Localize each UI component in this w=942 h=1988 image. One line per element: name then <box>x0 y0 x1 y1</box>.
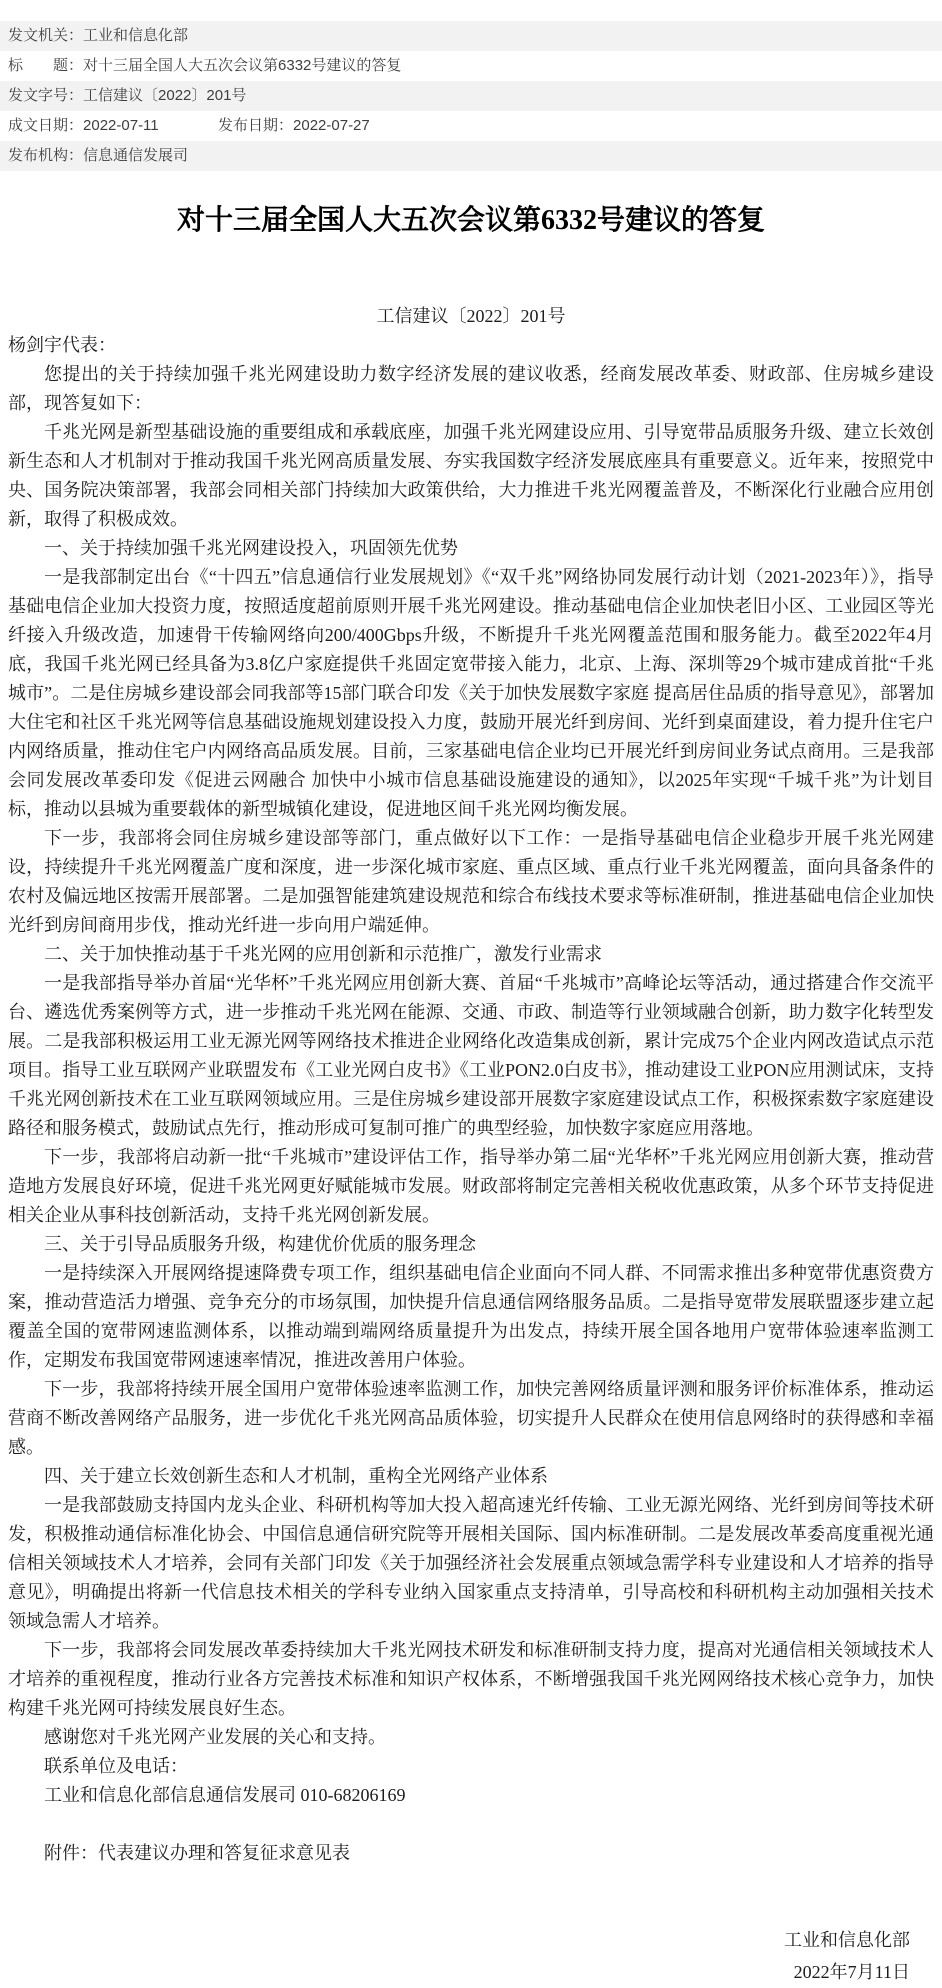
paragraph-section2-next-steps: 下一步，我部将启动新一批“千兆城市”建设评估工作，指导举办第二届“光华杯”千兆光网应用创新大赛，推动营造地方发展良好环境，促进千兆光网更好赋能城市发展。财政部将制定完善相关税收优惠政策，从多个环节支持促进相关企业从事科技创新活动，支持千兆光网创新发展。 <box>8 1147 934 1225</box>
signature-org: 工业和信息化部 <box>784 1930 910 1950</box>
paragraph-section2-measures: 一是我部指导举办首届“光华杯”千兆光网应用创新大赛、首届“千兆城市”高峰论坛等活动，通过搭建合作交流平台、遴选优秀案例等方式，进一步推动千兆光网在能源、交通、市政、制造等行业领域融合创新，助力数字化转型发展。二是我部积极运用工业无源光网等网络技术推进企业网络化改造集成创新，累计完成75个企业内网改造试点示范项目。指导工业互联网产业联盟发布《工业光网白皮书》《工业PON2.0白皮书》，推动建设工业PON应用测试床，支持千兆光网创新技术在工业互联网领域应用。三是住房城乡建设部开展数字家庭建设试点工作，积极探索数字家庭建设路径和服务模式，鼓励试点先行，推动形成可复制可推广的典型经验，加快数字家庭应用落地。 <box>8 973 934 1138</box>
contact-heading: 联系单位及电话： <box>44 1756 188 1776</box>
meta-value-publish-date: 2022-07-27 <box>293 117 370 134</box>
document-meta-table <box>0 0 942 171</box>
meta-value-publisher: 信息通信发展司 <box>83 147 189 164</box>
meta-value-title: 对十三届全国人大五次会议第6332号建议的答复 <box>83 57 402 74</box>
paragraph-section1-measures: 一是我部制定出台《“十四五”信息通信行业发展规划》《“双千兆”网络协同发展行动计划（2021-2023年）》，指导基础电信企业加大投资力度，按照适度超前原则开展千兆光网建设。推动基础电信企业加快老旧小区、工业园区等光纤接入升级改造，加速骨干传输网络向200/400Gbps升级，不断提升千兆光网覆盖范围和服务能力。截至2022年4月底，我国千兆光网已经具备为3.8亿户家庭提供千兆固定宽带接入能力，北京、上海、深圳等29个城市建成首批“千兆城市”。二是住房城乡建设部会同我部等15部门联合印发《关于加快发展数字家庭 提高居住品质的指导意见》，部署加大住宅和社区千兆光网等信息基础设施规划建设投入力度，鼓励开展光纤到房间、光纤到桌面建设，着力提升住宅户内网络质量，推动住宅户内网络高品质发展。目前，三家基础电信企业均已开展光纤到房间业务试点商用。三是我部会同发展改革委印发《促进云网融合 加快中小城市信息基础设施建设的通知》，以2025年实现“千城千兆”为计划目标，推动以县城为重要载体的新型城镇化建设，促进地区间千兆光网均衡发展。 <box>8 567 934 819</box>
meta-row-doc-number <box>0 81 942 111</box>
attachment-line: 附件：代表建议办理和答复征求意见表 <box>44 1843 350 1863</box>
meta-label-publish-date: 发布日期： <box>218 117 294 134</box>
meta-row-publisher <box>0 141 942 171</box>
contact-line: 工业和信息化部信息通信发展司 010-68206169 <box>44 1785 406 1805</box>
meta-label-publisher: 发布机构： <box>8 147 84 164</box>
meta-label-title: 标 题： <box>8 57 84 74</box>
paragraph-section3-next-steps: 下一步，我部将持续开展全国用户宽带体验速率监测工作，加快完善网络质量评测和服务评价标准体系，推动运营商不断改善网络产品服务，进一步优化千兆光网高品质体验，切实提升人民群众在使用信息网络时的获得感和幸福感。 <box>8 1379 934 1457</box>
paragraph-section1-next-steps: 下一步，我部将会同住房城乡建设部等部门，重点做好以下工作：一是指导基础电信企业稳步开展千兆光网建设，持续提升千兆光网覆盖广度和深度，进一步深化城市家庭、重点区域、重点行业千兆光网覆盖，面向具备条件的农村及偏远地区按需开展部署。二是加强智能建筑建设规范和综合布线技术要求等标准研制，推进基础电信企业加快光纤到房间商用步伐，推动光纤进一步向用户端延伸。 <box>8 828 934 935</box>
meta-label-issuing-authority: 发文机关： <box>8 27 84 44</box>
paragraph-overview: 千兆光网是新型基础设施的重要组成和承载底座，加强千兆光网建设应用、引导宽带品质服务升级、建立长效创新生态和人才机制对于推动我国千兆光网高质量发展、夯实我国数字经济发展底座具有重要意义。近年来，按照党中央、国务院决策部署，我部会同相关部门持续加大政策供给，大力推进千兆光网覆盖普及，不断深化行业融合应用创新，取得了积极成效。 <box>8 422 934 529</box>
section-heading-3: 三、关于引导品质服务升级，构建优价优质的服务理念 <box>44 1234 476 1254</box>
document-body <box>0 331 942 1868</box>
section-heading-1: 一、关于持续加强千兆光网建设投入，巩固领先优势 <box>44 538 458 558</box>
meta-row-dates <box>0 111 942 141</box>
meta-label-written-date: 成文日期： <box>8 117 84 134</box>
paragraph-intro: 您提出的关于持续加强千兆光网建设助力数字经济发展的建议收悉，经商发展改革委、财政部、住房城乡建设部，现答复如下： <box>8 364 934 413</box>
document-number: 工信建议〔2022〕201号 <box>376 306 566 326</box>
meta-label-doc-number: 发文字号： <box>8 87 84 104</box>
meta-value-doc-number: 工信建议〔2022〕201号 <box>83 87 247 104</box>
section-heading-2: 二、关于加快推动基于千兆光网的应用创新和示范推广，激发行业需求 <box>44 944 602 964</box>
paragraph-section4-next-steps: 下一步，我部将会同发展改革委持续加大千兆光网技术研发和标准研制支持力度，提高对光通信相关领域技术人才培养的重视程度，推动行业各方完善技术标准和知识产权体系，不断增强我国千兆光网网络技术核心竞争力，加快构建千兆光网可持续发展良好生态。 <box>8 1640 934 1718</box>
meta-pair-written-date <box>8 111 218 141</box>
meta-value-issuing-authority: 工业和信息化部 <box>83 27 189 44</box>
meta-row-issuing-authority <box>0 21 942 51</box>
salutation: 杨剑宇代表： <box>8 335 116 355</box>
paragraph-section4-measures: 一是我部鼓励支持国内龙头企业、科研机构等加大投入超高速光纤传输、工业无源光网络、光纤到房间等技术研发，积极推动通信标准化协会、中国信息通信研究院等开展相关国际、国内标准研制。二是发展改革委高度重视光通信相关领域技术人才培养，会同有关部门印发《关于加强经济社会发展重点领域急需学科专业建设和人才培养的指导意见》，明确提出将新一代信息技术相关的学科专业纳入国家重点支持清单，引导高校和科研机构主动加强相关技术领域急需人才培养。 <box>8 1495 934 1631</box>
paragraph-section3-measures: 一是持续深入开展网络提速降费专项工作，组织基础电信企业面向不同人群、不同需求推出多种宽带优惠资费方案，推动营造活力增强、竞争充分的市场氛围，加快提升信息通信网络服务品质。二是指导宽带发展联盟逐步建立起覆盖全国的宽带网速监测体系，以推动端到端网络质量提升为出发点，持续开展全国各地用户宽带体验速率监测工作，定期发布我国宽带网速速率情况，推进改善用户体验。 <box>8 1263 934 1370</box>
document-title: 对十三届全国人大五次会议第6332号建议的答复 <box>176 205 765 236</box>
meta-row-title <box>0 51 942 81</box>
signature-date: 2022年7月11日 <box>793 1962 910 1982</box>
section-heading-4: 四、关于建立长效创新生态和人才机制，重构全光网络产业体系 <box>44 1466 548 1486</box>
paragraph-thanks: 感谢您对千兆光网产业发展的关心和支持。 <box>44 1727 386 1747</box>
meta-value-written-date: 2022-07-11 <box>83 117 159 134</box>
signature-block <box>0 1924 942 1988</box>
